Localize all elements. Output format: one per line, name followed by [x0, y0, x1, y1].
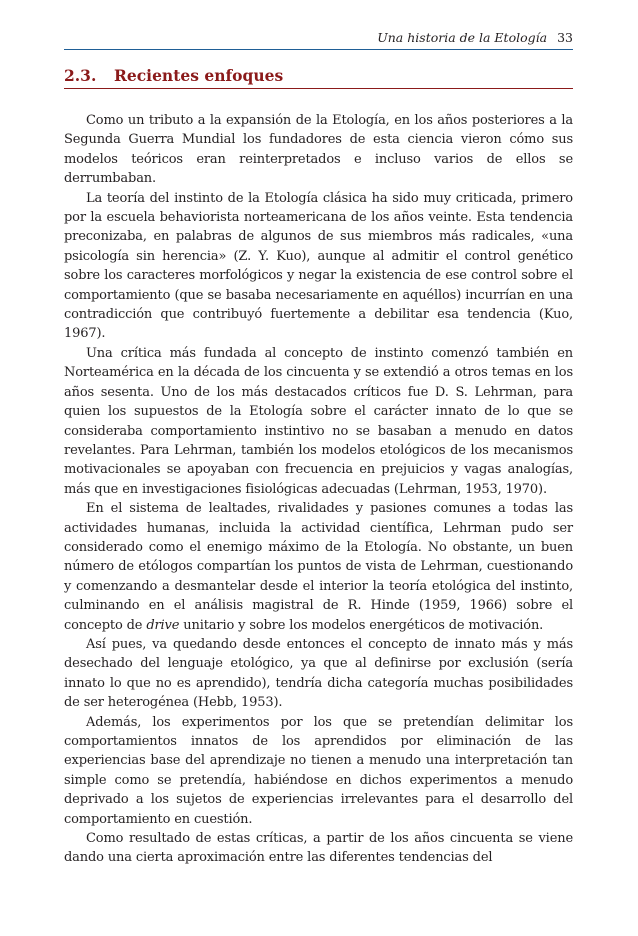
paragraph-text: En el sistema de lealtades, rivalidades y pasiones comunes a todas las actividades humanas, incluida la actividad científica, Lehrman pudo ser considerado como el enemigo máximo de la Etología. No obstante, un buen número de etólogos compartían los puntos de vista de Lehrman, cuestionando y comenzando a desmantelar desde el interior la teoría etológica del instinto, culminando en el análisis magistral de R. Hinde (1959, 1966) sobre el concepto de	[64, 501, 573, 633]
paragraph: Una crítica más fundada al concepto de instinto comenzó también en Norteamérica en la década de los cincuenta y se extendió a otros temas en los años sesenta. Uno de los más destacados críticos fue D. S. Lehrman, para quien los supuestos de la Etología sobre el carácter innato de lo que se consideraba comportamiento instintivo no se basaban a menudo en datos revelantes. Para Lehrman, también los modelos etológicos de los mecanismos motivacionales se apoyaban con frecuencia en prejuicios y vagas analogías, más que en investigaciones fisiológicas adecuadas (Lehrman, 1953, 1970).	[64, 345, 573, 497]
section-number: 2.3.	[64, 66, 97, 85]
running-title: Una historia de la Etología	[377, 30, 548, 45]
running-header	[64, 30, 573, 45]
body-text	[64, 111, 573, 868]
section-rule	[64, 88, 573, 89]
header-rule	[64, 49, 573, 50]
emphasis-drive: drive	[146, 617, 180, 633]
paragraph-text: unitario y sobre los modelos energéticos de motivación.	[179, 617, 544, 633]
paragraph: La teoría del instinto de la Etología clásica ha sido muy criticada, primero por la escuela behaviorista norteamericana de los años veinte. Esta tendencia preconizaba, en palabras de algunos de sus miembros más radicales, «una psicología sin herencia» (Z. Y. Kuo), aunque al admitir el control genético sobre los caracteres morfológicos y negar la existencia de ese control sobre el comportamiento (que se basaba necesariamente en aquéllos) incurrían en una contradicción que contribuyó fuertemente a debilitar esa tendencia (Kuo, 1967).	[64, 190, 573, 342]
paragraph: Además, los experimentos por los que se pretendían delimitar los comportamientos innatos de los aprendidos por eliminación de las experiencias base del aprendizaje no tienen a menudo una interpretación tan simple como se pretendía, habiéndose en dichos experimentos a menudo deprivado a los sujetos de experiencias irrelevantes para el desarrollo del comportamiento en cuestión.	[64, 714, 573, 827]
section-heading	[64, 66, 573, 85]
page-number: 33	[557, 30, 573, 45]
paragraph: Como un tributo a la expansión de la Etología, en los años posteriores a la Segunda Guerra Mundial los fundadores de esta ciencia vieron cómo sus modelos teóricos eran reinterpretados e incluso varios de ellos se derrumbaban.	[64, 113, 573, 187]
paragraph: Así pues, va quedando desde entonces el concepto de innato más y más desechado del lenguaje etológico, ya que al definirse por exclusión (sería innato lo que no es aprendido), tendría dicha categoría muchas posibilidades de ser heterogénea (Hebb, 1953).	[64, 636, 573, 711]
paragraph: Como resultado de estas críticas, a partir de los años cincuenta se viene dando una cierta aproximación entre las diferentes tendencias del	[64, 831, 573, 866]
paragraph	[64, 499, 573, 635]
section-title: Recientes enfoques	[114, 66, 284, 85]
